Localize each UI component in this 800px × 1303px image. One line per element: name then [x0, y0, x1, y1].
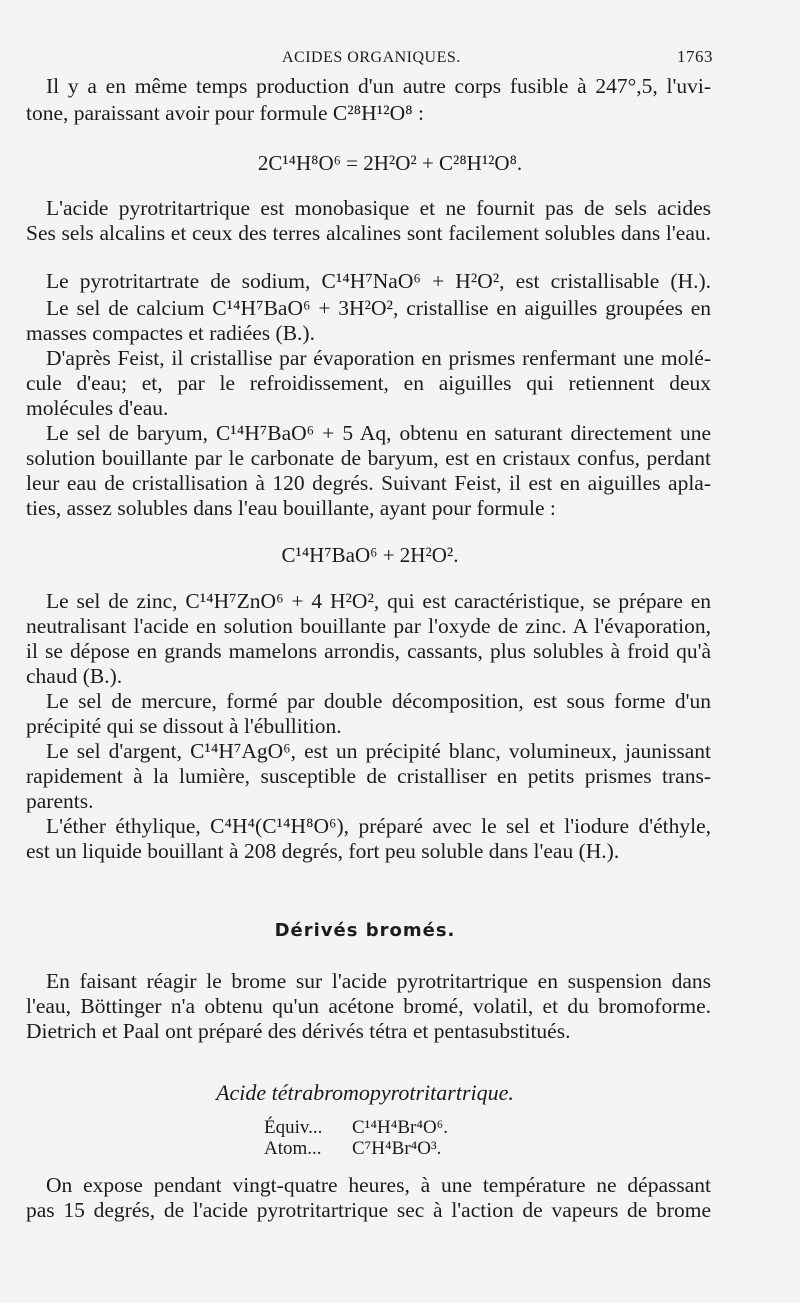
formula-value: C⁷H⁴Br⁴O³.: [352, 1138, 442, 1159]
text-line: Ses sels alcalins et ceux des terres alcalines sont facilement solubles dans l'eau.: [26, 221, 711, 245]
text-line: En faisant réagir le brome sur l'acide pyrotritartrique en suspension dans: [46, 969, 711, 993]
text-line: neutralisant l'acide en solution bouillante par l'oxyde de zinc. A l'évaporation,: [26, 614, 711, 638]
text-line: parents.: [26, 789, 94, 813]
text-line: Le sel de baryum, C¹⁴H⁷BaO⁶ + 5 Aq, obtenu en saturant directement une: [46, 421, 711, 445]
text-line: D'après Feist, il cristallise par évaporation en prismes renfermant une molé-: [46, 346, 711, 370]
text-line: il se dépose en grands mamelons arrondis, cassants, plus solubles à froid qu'à: [26, 639, 711, 663]
text-line: rapidement à la lumière, susceptible de cristalliser en petits prismes trans-: [26, 764, 711, 788]
text-line: Le sel de zinc, C¹⁴H⁷ZnO⁶ + 4 H²O², qui est caractéristique, se prépare en: [46, 589, 711, 613]
text-line: L'acide pyrotritartrique est monobasique et ne fournit pas de sels acides: [46, 196, 711, 220]
text-line: molécules d'eau.: [26, 396, 169, 420]
text-line: tone, paraissant avoir pour formule C²⁸H¹²O⁸ :: [26, 101, 424, 125]
formula-label: Équiv...: [264, 1117, 323, 1138]
formula-value: C¹⁴H⁴Br⁴O⁶.: [352, 1117, 449, 1138]
page-number: 1763: [677, 47, 713, 66]
text-line: est un liquide bouillant à 208 degrés, fort peu soluble dans l'eau (H.).: [26, 839, 620, 863]
text-line: cule d'eau; et, par le refroidissement, en aiguilles qui retiennent deux: [26, 371, 711, 395]
text-line: chaud (B.).: [26, 664, 123, 688]
text-line: Dietrich et Paal ont préparé des dérivés tétra et pentasubstitués.: [26, 1019, 571, 1043]
equation: 2C¹⁴H⁸O⁶ = 2H²O² + C²⁸H¹²O⁸.: [257, 151, 523, 175]
text-line: Le pyrotritartrate de sodium, C¹⁴H⁷NaO⁶ + H²O², est cristallisable (H.).: [46, 269, 711, 293]
text-line: On expose pendant vingt-quatre heures, à une température ne dépassant: [46, 1173, 711, 1197]
text-line: l'eau, Böttinger n'a obtenu qu'un acétone bromé, volatil, et du bromoforme.: [26, 994, 711, 1018]
text-line: leur eau de cristallisation à 120 degrés. Suivant Feist, il est en aiguilles apla-: [26, 471, 711, 495]
text-line: solution bouillante par le carbonate de baryum, est en cristaux confus, perdant: [26, 446, 711, 470]
text-line: Le sel de mercure, formé par double décomposition, est sous forme d'un: [46, 689, 711, 713]
text-line: précipité qui se dissout à l'ébullition.: [26, 714, 342, 738]
text-line: Le sel d'argent, C¹⁴H⁷AgO⁶, est un précipité blanc, volumineux, jaunissant: [46, 739, 711, 763]
text-line: pas 15 degrés, de l'acide pyrotritartrique sec à l'action de vapeurs de brome: [26, 1198, 711, 1222]
text-line: masses compactes et radiées (B.).: [26, 321, 315, 345]
section-heading: Dérivés bromés.: [274, 920, 456, 941]
text-line: Il y a en même temps production d'un autre corps fusible à 247°,5, l'uvi-: [46, 74, 711, 98]
text-line: Le sel de calcium C¹⁴H⁷BaO⁶ + 3H²O², cristallise en aiguilles groupées en: [46, 296, 711, 320]
formula-label: Atom...: [264, 1138, 322, 1159]
equation: C¹⁴H⁷BaO⁶ + 2H²O².: [281, 543, 459, 567]
subsection-heading: Acide tétrabromopyrotritartrique.: [216, 1080, 514, 1105]
page-header: [0, 47, 800, 71]
text-line: ties, assez solubles dans l'eau bouillante, ayant pour formule :: [26, 496, 556, 520]
running-title: ACIDES ORGANIQUES.: [282, 49, 461, 66]
text-line: L'éther éthylique, C⁴H⁴(C¹⁴H⁸O⁶), préparé avec le sel et l'iodure d'éthyle,: [46, 814, 711, 838]
